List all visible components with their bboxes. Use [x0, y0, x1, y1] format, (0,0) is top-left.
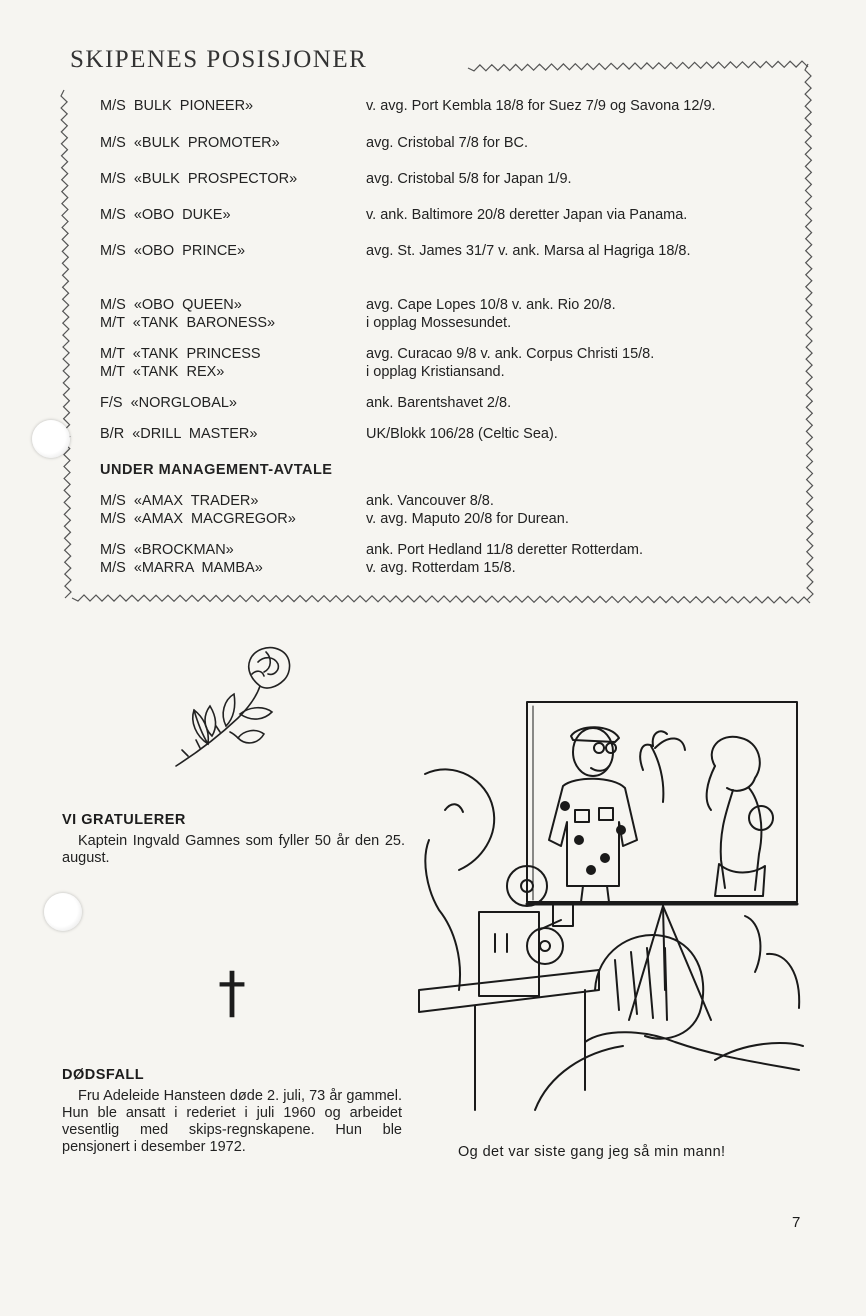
rose-icon — [168, 640, 300, 772]
binder-hole — [32, 420, 70, 458]
ship-status: v. avg. Port Kembla 18/8 for Suez 7/9 og Savona 12/9. — [366, 98, 716, 114]
ship-name: M/S «BULK PROSPECTOR» — [100, 171, 298, 187]
page-title: SKIPENES POSISJONER — [70, 46, 368, 73]
ship-status: avg. Cristobal 5/8 for Japan 1/9. — [366, 171, 572, 187]
management-heading: UNDER MANAGEMENT-AVTALE — [100, 462, 333, 478]
ship-name: B/R «DRILL MASTER» — [100, 426, 258, 442]
ship-name: M/S «OBO PRINCE» — [100, 243, 246, 259]
cartoon-illustration — [415, 690, 805, 1122]
ship-name: M/T «TANK PRINCESS — [100, 346, 261, 362]
ship-name: M/S «AMAX MACGREGOR» — [100, 511, 296, 527]
ship-status: UK/Blokk 106/28 (Celtic Sea). — [366, 426, 558, 442]
cartoon-caption: Og det var siste gang jeg så min mann! — [458, 1144, 726, 1160]
ship-status: ank. Vancouver 8/8. — [366, 493, 494, 509]
ship-status: avg. Cape Lopes 10/8 v. ank. Rio 20/8. — [366, 297, 616, 313]
ship-name: F/S «NORGLOBAL» — [100, 395, 237, 411]
ship-status: i opplag Mossesundet. — [366, 315, 512, 331]
ship-name: M/T «TANK REX» — [100, 364, 225, 380]
ship-status: avg. St. James 31/7 v. ank. Marsa al Hagriga 18/8. — [366, 243, 691, 259]
ship-name: M/S BULK PIONEER» — [100, 98, 254, 114]
ship-status: v. avg. Maputo 20/8 for Durean. — [366, 511, 569, 527]
ship-status: i opplag Kristiansand. — [366, 364, 505, 380]
ship-status: ank. Barentshavet 2/8. — [366, 395, 512, 411]
obituary-text: Fru Adeleide Hansteen døde 2. juli, 73 år gammel. Hun ble ansatt i rederiet i juli 1960 og arbeidet vesentlig med skips-regnskapene. Hun ble pensjonert i desember 1972. — [62, 1088, 402, 1155]
obituary-heading: DØDSFALL — [62, 1067, 145, 1083]
ship-name: M/S «MARRA MAMBA» — [100, 560, 263, 576]
ship-name: M/S «BROCKMAN» — [100, 542, 234, 558]
ship-name: M/T «TANK BARONESS» — [100, 315, 276, 331]
ship-status: ank. Port Hedland 11/8 deretter Rotterdam. — [366, 542, 643, 558]
ship-name: M/S «BULK PROMOTER» — [100, 135, 280, 151]
congrats-heading: VI GRATULERER — [62, 812, 186, 828]
cross-icon: † — [218, 961, 246, 1026]
congrats-text: Kaptein Ingvald Gamnes som fyller 50 år den 25. august. — [62, 833, 405, 866]
ship-status: avg. Curacao 9/8 v. ank. Corpus Christi 15/8. — [366, 346, 655, 362]
ship-name: M/S «AMAX TRADER» — [100, 493, 259, 509]
ship-name: M/S «OBO DUKE» — [100, 207, 231, 223]
page-number: 7 — [792, 1214, 801, 1231]
ship-name: M/S «OBO QUEEN» — [100, 297, 242, 313]
binder-hole — [44, 893, 82, 931]
ship-status: v. avg. Rotterdam 15/8. — [366, 560, 516, 576]
ship-status: v. ank. Baltimore 20/8 deretter Japan via Panama. — [366, 207, 688, 223]
ship-status: avg. Cristobal 7/8 for BC. — [366, 135, 528, 151]
